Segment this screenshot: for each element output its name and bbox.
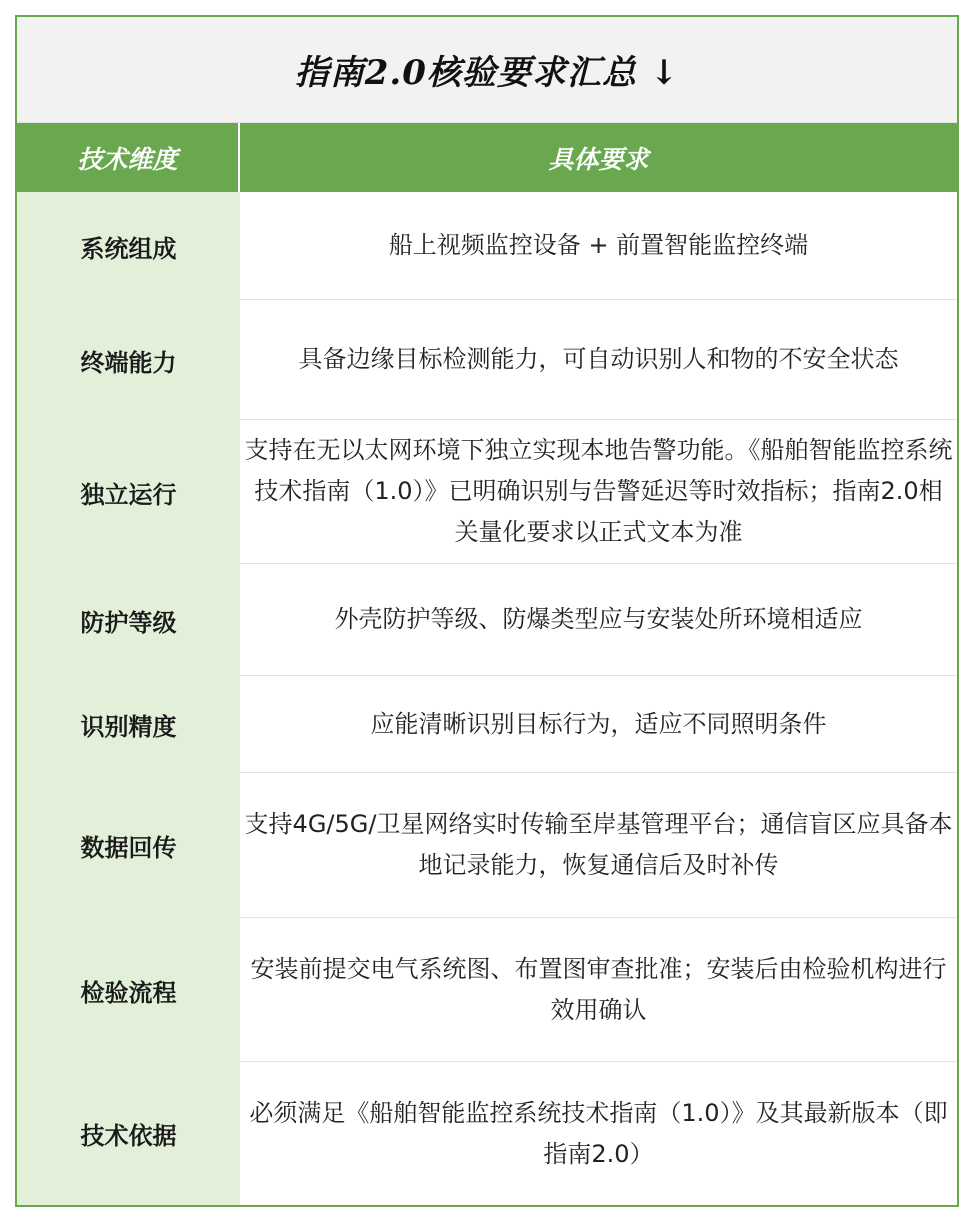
table-row (17, 1062, 957, 1205)
dimension-cell: 系统组成 (17, 192, 240, 300)
requirement-cell: 船上视频监控设备 + 前置智能监控终端 (240, 192, 957, 300)
table-title: 指南2.0核验要求汇总 ↓ (294, 53, 680, 93)
dimension-cell: 识别精度 (17, 676, 240, 773)
requirement-cell: 具备边缘目标检测能力，可自动识别人和物的不安全状态 (240, 300, 957, 420)
table-row (17, 918, 957, 1062)
table-row (17, 676, 957, 773)
dimension-cell: 独立运行 (17, 420, 240, 564)
table-row (17, 773, 957, 918)
requirement-cell: 支持在无以太网环境下独立实现本地告警功能。《船舶智能监控系统技术指南（1.0）》已明确识别与告警延迟等时效指标；指南2.0相关量化要求以正式文本为准 (240, 420, 957, 564)
dimension-cell: 防护等级 (17, 564, 240, 676)
dimension-cell: 数据回传 (17, 773, 240, 918)
table-row (17, 300, 957, 420)
requirement-cell: 支持4G/5G/卫星网络实时传输至岸基管理平台；通信盲区应具备本地记录能力，恢复通信后及时补传 (240, 773, 957, 918)
table-row (17, 564, 957, 676)
requirement-cell: 应能清晰识别目标行为，适应不同照明条件 (240, 676, 957, 773)
requirements-table (15, 15, 959, 1207)
dimension-cell: 检验流程 (17, 918, 240, 1062)
table-row (17, 420, 957, 564)
dimension-cell: 技术依据 (17, 1062, 240, 1205)
dimension-cell: 终端能力 (17, 300, 240, 420)
header-requirement: 具体要求 (548, 144, 649, 174)
requirement-cell: 必须满足《船舶智能监控系统技术指南（1.0）》及其最新版本（即指南2.0） (249, 1098, 948, 1168)
requirement-cell: 安装前提交电气系统图、布置图审查批准；安装后由检验机构进行效用确认 (240, 918, 957, 1062)
header-dimension: 技术维度 (17, 123, 240, 192)
header-row (17, 123, 957, 192)
table-row (17, 192, 957, 300)
requirement-cell: 外壳防护等级、防爆类型应与安装处所环境相适应 (240, 564, 957, 676)
title-bar (17, 17, 957, 123)
